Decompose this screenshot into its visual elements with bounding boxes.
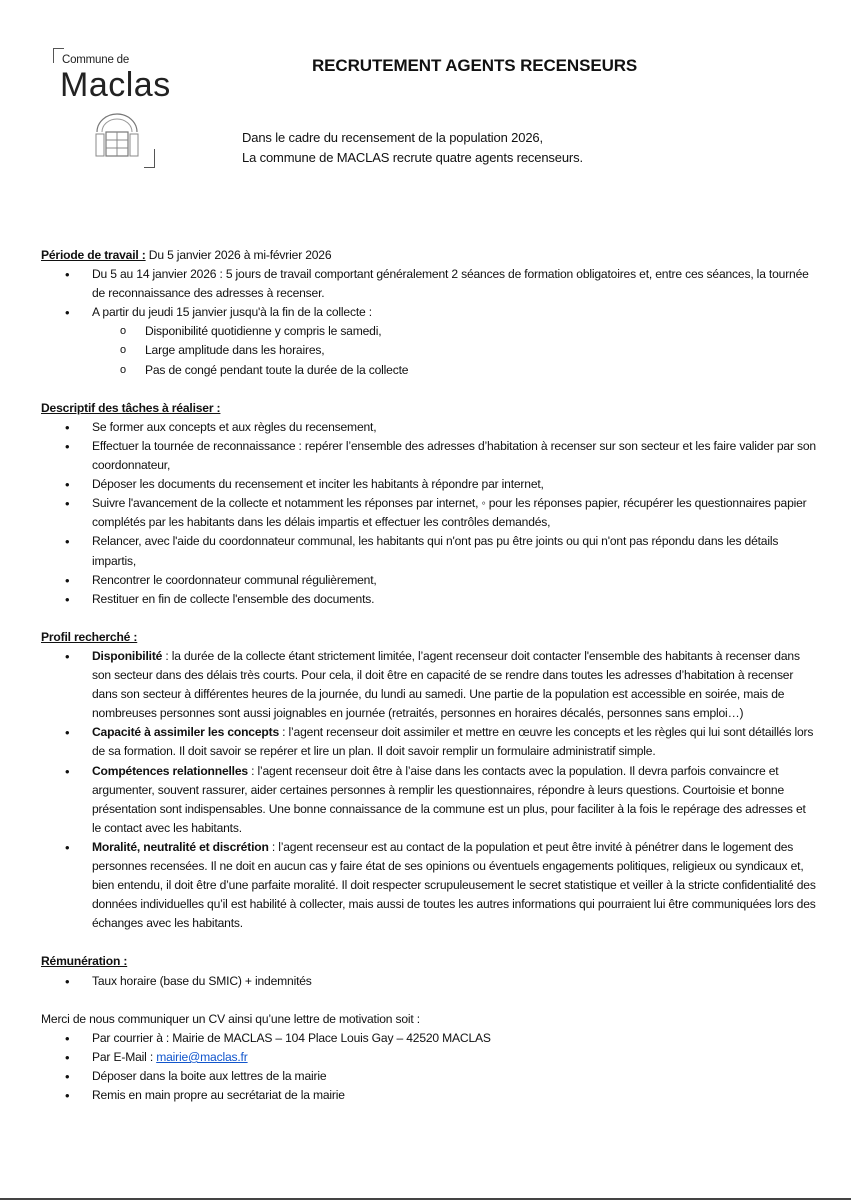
section-periode [41, 246, 816, 380]
page-title: RECRUTEMENT AGENTS RECENSEURS [312, 56, 638, 75]
item-text: : la durée de la collecte étant strictement limitée, l’agent recenseur doit contacter l'ensemble des habitants à recenser dans son secteur dans des délais très courts. Pour cela, il doit être en capacité de se rendre dans toutes les adresses d’habitation à recenser dans son secteur à différentes heures de la journée, du lundi au samedi. Une partie de la population est accessible en soirée, mais de nombreuses personnes sont aussi joignables en journée (retraités, personnes en horaires décalés, personnes sans emploi…) [92, 648, 800, 721]
window-icon [92, 110, 142, 158]
section-heading: Descriptif des tâches à réaliser : [41, 400, 221, 415]
candidature-text: Merci de nous communiquer un CV ainsi qu’une lettre de motivation soit : [41, 1011, 420, 1026]
list-item [41, 838, 816, 933]
logo-corner [144, 149, 155, 168]
list-item: • Remis en main propre au secrétariat de la mairie [41, 1086, 816, 1105]
list-item [41, 762, 816, 838]
sub-list-item: o Disponibilité quotidienne y compris le samedi, [41, 322, 816, 341]
list-item: • Rencontrer le coordonnateur communal régulièrement, [41, 571, 816, 590]
section-heading: Profil recherché : [41, 629, 138, 644]
list-item: • Se former aux concepts et aux règles du recensement, [41, 418, 816, 437]
intro-line: La commune de MACLAS recrute quatre agents recenseurs. [242, 150, 583, 165]
list-item: • Par courrier à : Mairie de MACLAS – 104 Place Louis Gay – 42520 MACLAS [41, 1029, 816, 1048]
item-label: Capacité à assimiler les concepts [92, 725, 279, 740]
item-text: : l’agent recenseur doit assimiler et mettre en œuvre les concepts et les règles qui lui sont détaillés lors de sa formation. Il doit savoir se repérer et lire un plan. Il doit savoir remplir un formulaire administratif simple. [92, 725, 814, 759]
section-remuneration [41, 952, 816, 990]
section-candidature [41, 1010, 816, 1105]
list-item: • Taux horaire (base du SMIC) + indemnités [41, 972, 816, 991]
periode-text: Du 5 janvier 2026 à mi-février 2026 [145, 248, 332, 262]
list-item [41, 1048, 816, 1067]
email-label: Par E-Mail : [92, 1049, 157, 1064]
section-heading: Période de travail : [41, 248, 146, 262]
intro-line: Dans le cadre du recensement de la population 2026, [242, 130, 543, 145]
item-label: Moralité, neutralité et discrétion [92, 839, 269, 854]
list-item [41, 647, 816, 723]
email-link[interactable]: mairie@maclas.fr [156, 1049, 248, 1064]
item-label: Disponibilité [92, 648, 163, 663]
section-taches [41, 399, 816, 609]
list-item: • Effectuer la tournée de reconnaissance : repérer l’ensemble des adresses d’habitation à recenser sur son secteur et les faire valider par son coordonnateur, [41, 437, 816, 475]
intro [242, 128, 583, 168]
item-text: : l’agent recenseur est au contact de la population et peut être invité à pénétrer dans le logement des personnes recensées. Il ne doit en aucun cas y faire état de ses opinions ou éventuels engagements politiques, religieux ou syndicaux et, bien entendu, il doit être d’une parfaite moralité. Il doit respecter scrupuleusement le secret statistique et veiller à la stricte confidentialité des données individuelles qu’il est habilité à collecter, mais aussi de toutes les autres informations qui pourraient lui être communiquées lors des échanges avec les habitants. [92, 839, 816, 931]
logo-subtitle: Commune de [62, 54, 130, 66]
list-item: • A partir du jeudi 15 janvier jusqu'à la fin de la collecte : [41, 303, 816, 322]
item-text: : l’agent recenseur doit être à l’aise dans les contacts avec la population. Il devra parfois convaincre et argumenter, souvent rassurer, aider certaines personnes à remplir les questionnaires, répondre à leurs questions. Courtoisie et bonne présentation sont indispensables. Une bonne connaissance de la commune est un plus, pour faciliter à la fois le repérage des adresses et le contact avec les habitants. [92, 763, 806, 835]
list-item: • Déposer dans la boite aux lettres de la mairie [41, 1067, 816, 1086]
sub-list-item: o Pas de congé pendant toute la durée de la collecte [41, 361, 816, 380]
section-profil [41, 628, 816, 934]
list-item: • Restituer en fin de collecte l'ensemble des documents. [41, 590, 816, 609]
document-body [41, 246, 816, 1105]
commune-logo [50, 45, 195, 170]
section-heading: Rémunération : [41, 954, 128, 969]
list-item: • Relancer, avec l'aide du coordonnateur communal, les habitants qui n'ont pas pu être joints ou qui n'ont pas répondu dans les détails impartis, [41, 532, 816, 570]
sub-list-item: o Large amplitude dans les horaires, [41, 341, 816, 360]
list-item: • Déposer les documents du recensement et inciter les habitants à répondre par internet, [41, 475, 816, 494]
list-item: • Du 5 au 14 janvier 2026 : 5 jours de travail comportant généralement 2 séances de formation obligatoires et, entre ces séances, la tournée de reconnaissance des adresses à recenser. [41, 265, 816, 303]
list-item: • Suivre l'avancement de la collecte et notamment les réponses par internet, ◦ pour les réponses papier, récupérer les questionnaires papier complétés par les habitants dans les délais impartis et effectuer les contrôles demandés, [41, 494, 816, 532]
item-label: Compétences relationnelles [92, 763, 248, 778]
list-item [41, 723, 816, 761]
logo-name: Maclas [60, 66, 171, 104]
